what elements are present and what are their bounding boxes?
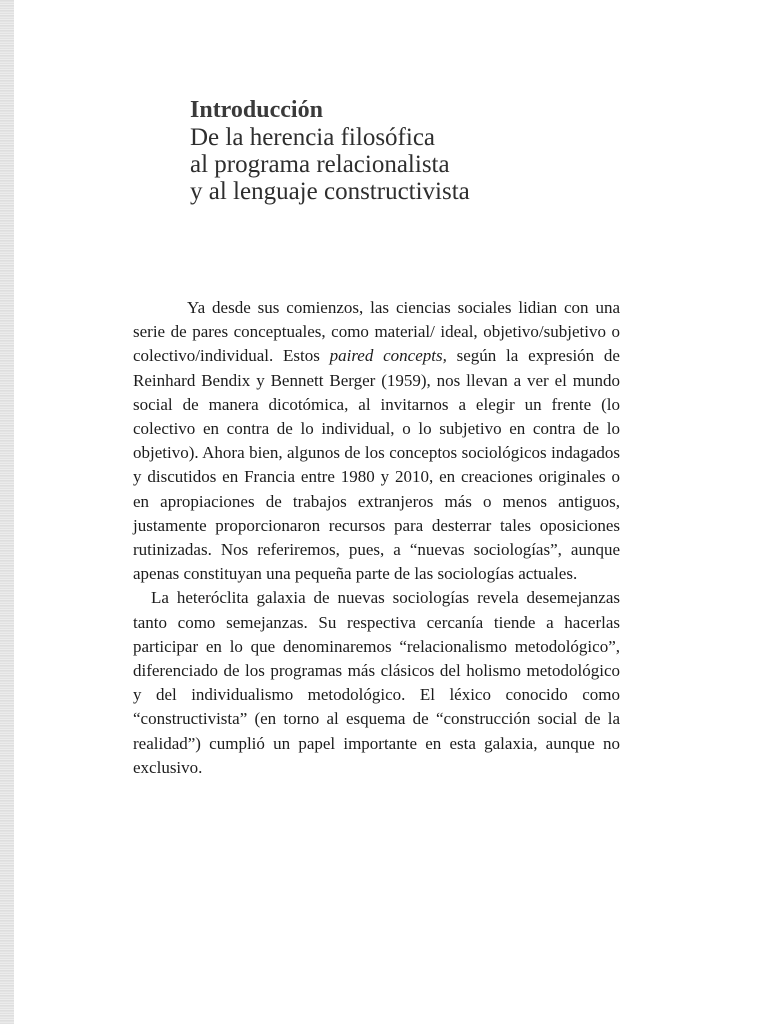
paragraph-1-italic-term: paired concepts,: [329, 346, 447, 366]
paragraph-1-text-a: Ya desde sus comienzos, las ciencias sociales lidian con una serie de pares conceptuales, como material/ ideal, objetivo/subjetivo o colectivo/individual. Estos: [133, 298, 620, 366]
chapter-title-line-3: y al lenguaje constructivista: [190, 178, 470, 205]
paragraph-2: La heteróclita galaxia de nuevas sociologías revela desemejanzas tanto como semejanzas. Su respectiva cercanía tiende a hacerlas participar en lo que denominaremos “relacionalismo metodológico”, diferenciado de los programas más clásicos del holismo metodológico y del individualismo metodológico. El léxico conocido como “constructivista” (en torno al esquema de “construcción social de la realidad”) cumplió un papel importante en esta galaxia, aunque no exclusivo.: [133, 588, 620, 777]
chapter-kicker: Introducción: [190, 97, 323, 123]
chapter-title-line-1: De la herencia filosófica: [190, 124, 436, 151]
paragraph-1-text-b: según la expresión de Reinhard Bendix y Bennett Berger (1959), nos llevan a ver el mundo social de manera dicotómica, al invitarnos a elegir un frente (lo colectivo en contra de lo individual, o lo subjetivo en contra de lo objetivo). Ahora bien, algunos de los conceptos sociológicos indagados y discutidos en Francia entre 1980 y 2010, en creaciones originales o en apropiaciones de trabajos extranjeros más o menos antiguos, justamente proporcionaron recursos para desterrar tales oposiciones rutinizadas. Nos referiremos, pues, a “nuevas sociologías”, aunque apenas constituyan una pequeña parte de las sociologías actuales.: [133, 346, 620, 584]
chapter-title-line-2: al programa relacionalista: [190, 151, 450, 178]
body-text: [133, 296, 620, 780]
paragraph-1: [133, 296, 620, 586]
scan-edge-shadow: [0, 0, 14, 1024]
chapter-heading: [190, 96, 470, 205]
